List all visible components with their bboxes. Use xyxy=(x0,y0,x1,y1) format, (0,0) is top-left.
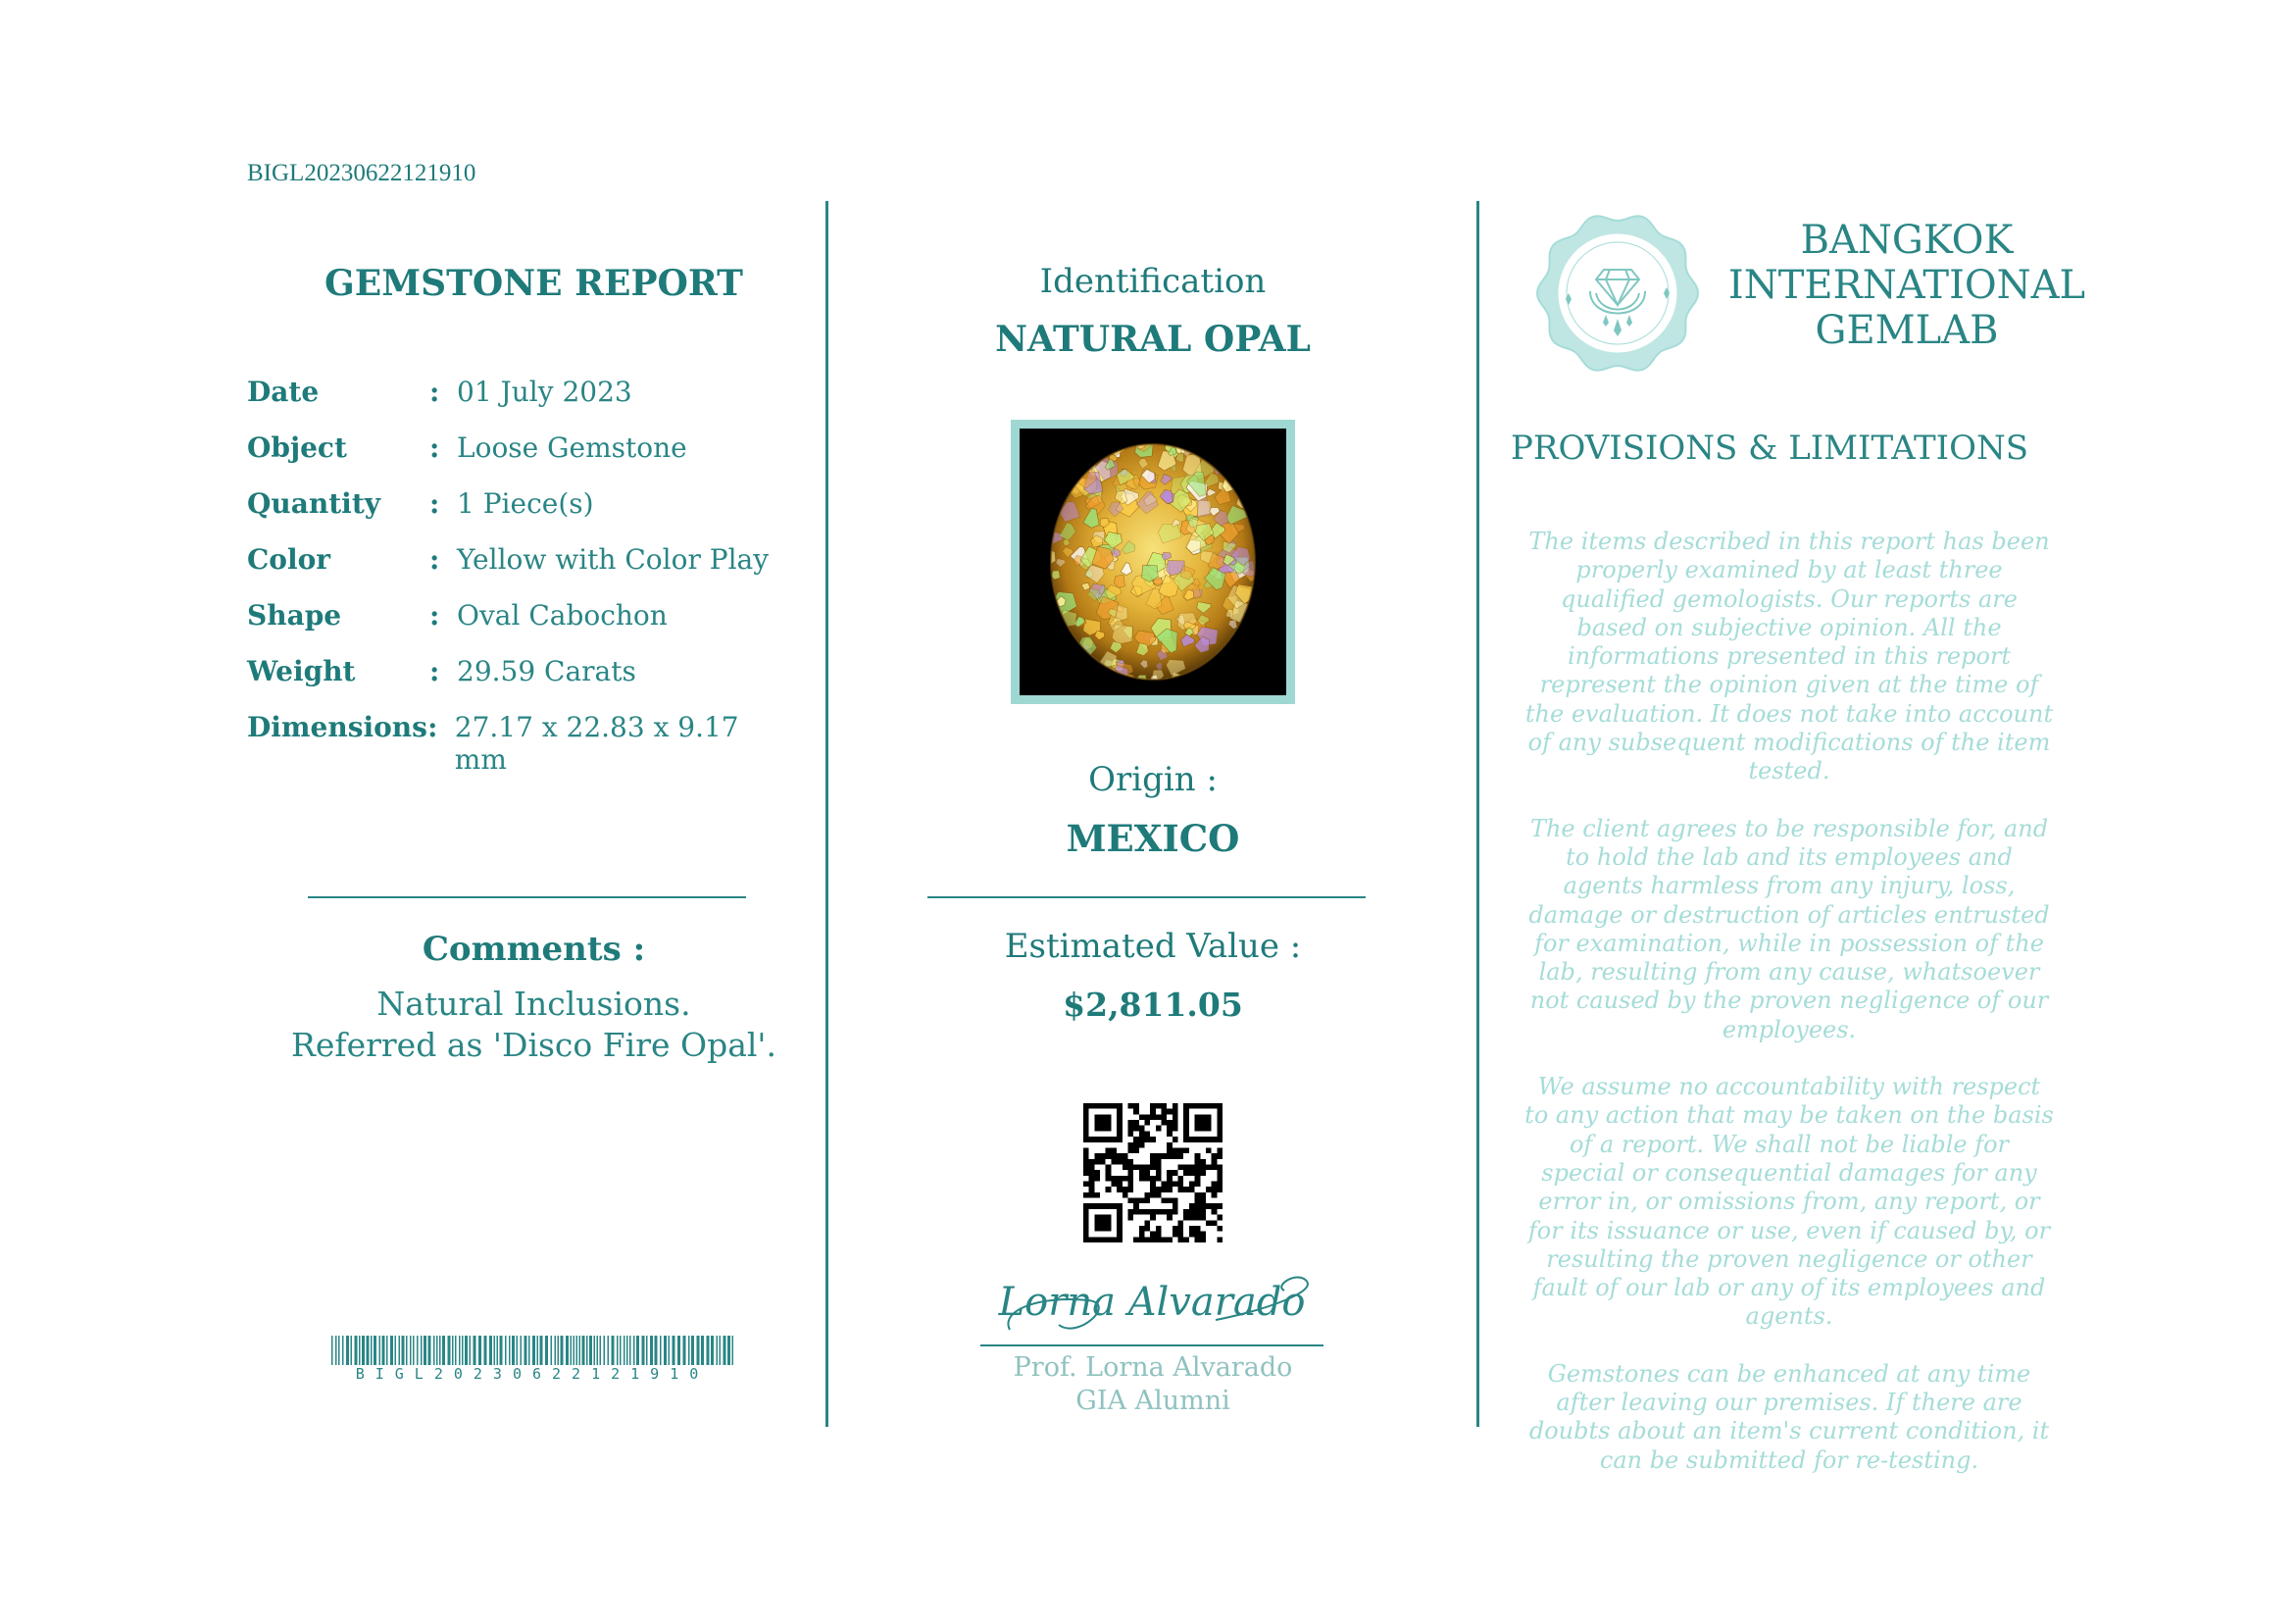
comments-text xyxy=(247,984,821,1066)
lab-name xyxy=(1725,218,2088,353)
detail-row-date xyxy=(247,376,796,431)
detail-separator: : xyxy=(429,431,440,464)
lab-seal-logo xyxy=(1535,211,1700,376)
detail-row-dimensions xyxy=(247,711,796,776)
detail-value: Oval Cabochon xyxy=(457,599,668,632)
detail-label: Shape xyxy=(247,599,342,632)
detail-row-color xyxy=(247,543,796,599)
detail-value: 29.59 Carats xyxy=(457,655,636,687)
detail-value: Yellow with Color Play xyxy=(457,543,770,576)
detail-label: Color xyxy=(247,543,331,576)
lab-name-line: BANGKOK xyxy=(1800,218,2014,263)
detail-label: Date xyxy=(247,376,320,408)
signature-script: Lorna Alvarado xyxy=(998,1280,1306,1325)
barcode-number: BIGL20230622121910 xyxy=(355,1365,710,1383)
report-number: BIGL20230622121910 xyxy=(247,160,476,186)
comments-title: Comments : xyxy=(422,930,646,969)
detail-separator: : xyxy=(429,655,440,687)
detail-separator: : xyxy=(429,543,440,576)
provision-paragraph: We assume no accountability with respect to any action that may be taken on the basis of a report. We shall not be liable for special or consequential damages for any error in, or omissions from, any report, or for its issuance or use, even if caused by, or resulting the proven negligence or other fault of our lab or any of its employees and agents. xyxy=(1524,1073,2054,1331)
estimated-value: $2,811.05 xyxy=(1063,986,1243,1024)
lab-name-line: INTERNATIONAL xyxy=(1727,263,2086,308)
provision-paragraph: Gemstones can be enhanced at any time after leaving our premises. If there are doubts about an item's current condition, it can be submitted for re-testing. xyxy=(1528,1359,2050,1474)
origin-value: MEXICO xyxy=(1066,817,1240,860)
opal-image xyxy=(1020,429,1286,695)
origin-label: Origin : xyxy=(1088,760,1218,799)
identification-label: Identification xyxy=(1039,262,1267,301)
detail-row-shape xyxy=(247,599,796,655)
identification-value: NATURAL OPAL xyxy=(995,319,1311,360)
estimated-value-label: Estimated Value : xyxy=(1004,927,1302,966)
gemstone-photo-frame xyxy=(1011,420,1295,704)
comments-line: Referred as 'Disco Fire Opal'. xyxy=(291,1026,776,1064)
detail-row-quantity xyxy=(247,487,796,543)
detail-label: Quantity xyxy=(247,487,381,520)
signature xyxy=(980,1271,1323,1349)
middle-divider xyxy=(927,896,1366,898)
signatory xyxy=(831,1351,1474,1418)
detail-separator: : xyxy=(429,599,440,632)
provisions-text xyxy=(1524,528,2054,1503)
provision-paragraph: The client agrees to be responsible for, and to hold the lab and its employees and agents harmless from any injury, loss, damage or destruction of articles entrusted for examination, while in possession of the lab, resulting from any cause, whatsoever not caused by the proven negligence of our employees. xyxy=(1528,814,2050,1043)
detail-separator: : xyxy=(429,487,440,520)
report-title: GEMSTONE REPORT xyxy=(324,263,743,304)
details-table xyxy=(247,376,796,776)
detail-separator: : xyxy=(429,376,440,408)
left-divider xyxy=(308,896,746,898)
provisions-title: PROVISIONS & LIMITATIONS xyxy=(1510,429,2029,468)
detail-separator: : xyxy=(427,711,438,743)
signatory-title: GIA Alumni xyxy=(1075,1386,1230,1416)
detail-label: Object xyxy=(247,431,347,464)
lab-name-line: GEMLAB xyxy=(1815,308,1999,353)
qr-code[interactable] xyxy=(1083,1103,1223,1242)
detail-value: 27.17 x 22.83 x 9.17 mm xyxy=(454,711,739,776)
column-divider-left xyxy=(825,201,828,1427)
detail-row-weight xyxy=(247,655,796,711)
comments-line: Natural Inclusions. xyxy=(376,985,691,1023)
detail-label: Weight xyxy=(247,655,356,687)
detail-value: 01 July 2023 xyxy=(457,376,632,408)
signatory-name: Prof. Lorna Alvarado xyxy=(1013,1352,1293,1383)
detail-value: Loose Gemstone xyxy=(457,431,687,464)
detail-label: Dimensions xyxy=(247,711,427,743)
barcode xyxy=(331,1336,733,1365)
detail-value: 1 Piece(s) xyxy=(457,487,594,520)
column-divider-right xyxy=(1476,201,1479,1427)
provision-paragraph: The items described in this report has been properly examined by at least three qualified gemologists. Our reports are based on subjective opinion. All the informations presented in this report represent the opinion given at the time of the evaluation. It does not take into account of any subsequent modifications of the item tested. xyxy=(1524,528,2054,785)
detail-row-object xyxy=(247,431,796,487)
gemstone-photo xyxy=(1020,429,1286,695)
